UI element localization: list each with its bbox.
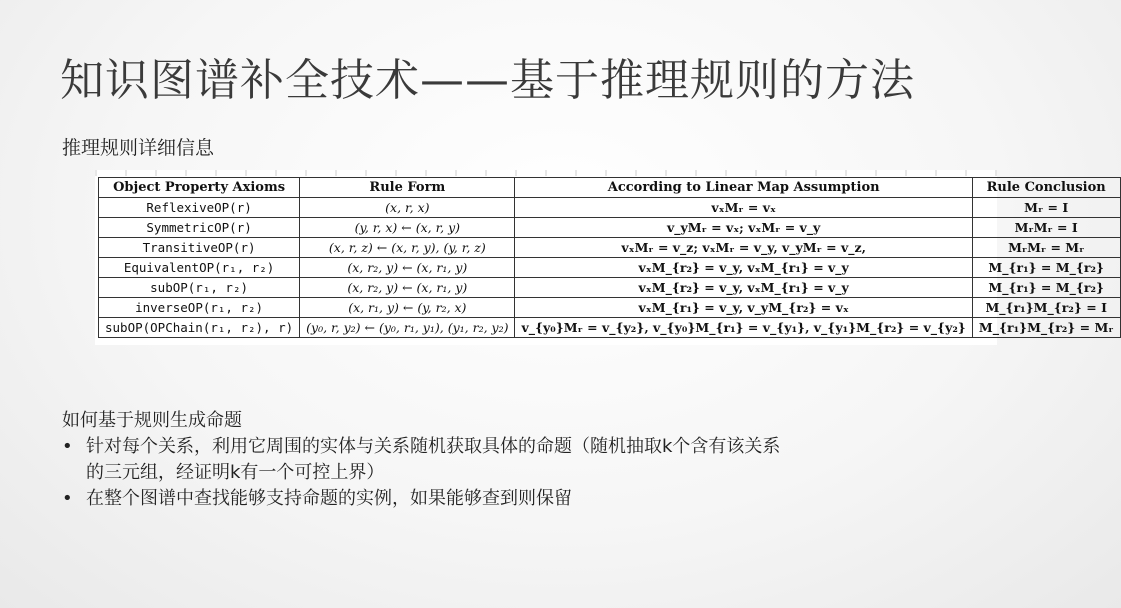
- axiom-cell: SymmetricOP(r): [99, 218, 300, 238]
- header-axioms: Object Property Axioms: [99, 178, 300, 198]
- method-section: [62, 408, 962, 512]
- linear-map-cell: vₓM_{r₂} = v_y, vₓM_{r₁} = v_y: [515, 258, 972, 278]
- table-row: [99, 238, 1121, 258]
- conclusion-cell: MᵣMᵣ = I: [972, 218, 1120, 238]
- table-row: [99, 298, 1121, 318]
- conclusion-cell: M_{r₁}M_{r₂} = Mᵣ: [972, 318, 1120, 338]
- rule-form-cell: (y₀, r, y₂) ← (y₀, r₁, y₁), (y₁, r₂, y₂): [300, 318, 515, 338]
- header-linear-map: According to Linear Map Assumption: [515, 178, 972, 198]
- axiom-cell: TransitiveOP(r): [99, 238, 300, 258]
- rule-form-cell: (y, r, x) ← (x, r, y): [300, 218, 515, 238]
- conclusion-cell: M_{r₁}M_{r₂} = I: [972, 298, 1120, 318]
- rule-form-cell: (x, r, z) ← (x, r, y), (y, r, z): [300, 238, 515, 258]
- method-bullet-list: [62, 434, 962, 512]
- cropped-text-remnant: [95, 170, 997, 176]
- linear-map-cell: vₓM_{r₂} = v_y, vₓM_{r₁} = v_y: [515, 278, 972, 298]
- list-item: [62, 434, 962, 486]
- rule-form-cell: (x, r₁, y) ← (y, r₂, x): [300, 298, 515, 318]
- axiom-cell: inverseOP(r₁, r₂): [99, 298, 300, 318]
- table-row: [99, 278, 1121, 298]
- linear-map-cell: vₓM_{r₁} = v_y, v_yM_{r₂} = vₓ: [515, 298, 972, 318]
- header-conclusion: Rule Conclusion: [972, 178, 1120, 198]
- rules-table-image: [95, 170, 1114, 345]
- axiom-cell: ReflexiveOP(r): [99, 198, 300, 218]
- linear-map-cell: v_yMᵣ = vₓ; vₓMᵣ = v_y: [515, 218, 972, 238]
- table-row: [99, 258, 1121, 278]
- bullet-icon: •: [62, 488, 73, 509]
- bullet-text-line: 针对每个关系，利用它周围的实体与关系随机获取具体的命题（随机抽取k个含有该关系: [86, 436, 781, 457]
- rule-form-cell: (x, r₂, y) ← (x, r₁, y): [300, 278, 515, 298]
- conclusion-cell: Mᵣ = I: [972, 198, 1120, 218]
- linear-map-cell: v_{y₀}Mᵣ = v_{y₂}, v_{y₀}M_{r₁} = v_{y₁}, v_{y₁}M_{r₂} = v_{y₂}: [515, 318, 972, 338]
- bullet-icon: •: [62, 436, 73, 457]
- section-heading: 推理规则详细信息: [62, 137, 215, 159]
- table-row: [99, 218, 1121, 238]
- axiom-cell: subOP(r₁, r₂): [99, 278, 300, 298]
- list-item: [62, 486, 962, 512]
- slide-title: 知识图谱补全技术——基于推理规则的方法: [60, 55, 915, 106]
- rules-table: [98, 177, 1121, 338]
- linear-map-cell: vₓMᵣ = v_z; vₓMᵣ = v_y, v_yMᵣ = v_z,: [515, 238, 972, 258]
- header-rule-form: Rule Form: [300, 178, 515, 198]
- table-header-row: [99, 178, 1121, 198]
- axiom-cell: EquivalentOP(r₁, r₂): [99, 258, 300, 278]
- rule-form-cell: (x, r, x): [300, 198, 515, 218]
- conclusion-cell: M_{r₁} = M_{r₂}: [972, 278, 1120, 298]
- linear-map-cell: vₓMᵣ = vₓ: [515, 198, 972, 218]
- rule-form-cell: (x, r₂, y) ← (x, r₁, y): [300, 258, 515, 278]
- axiom-cell: subOP(OPChain(r₁, r₂), r): [99, 318, 300, 338]
- bullet-text-line: 的三元组，经证明k有一个可控上界）: [86, 462, 385, 483]
- conclusion-cell: MᵣMᵣ = Mᵣ: [972, 238, 1120, 258]
- bullet-text-line: 在整个图谱中查找能够支持命题的实例，如果能够查到则保留: [86, 488, 572, 509]
- conclusion-cell: M_{r₁} = M_{r₂}: [972, 258, 1120, 278]
- method-heading: 如何基于规则生成命题: [62, 410, 242, 431]
- table-row: [99, 198, 1121, 218]
- table-row: [99, 318, 1121, 338]
